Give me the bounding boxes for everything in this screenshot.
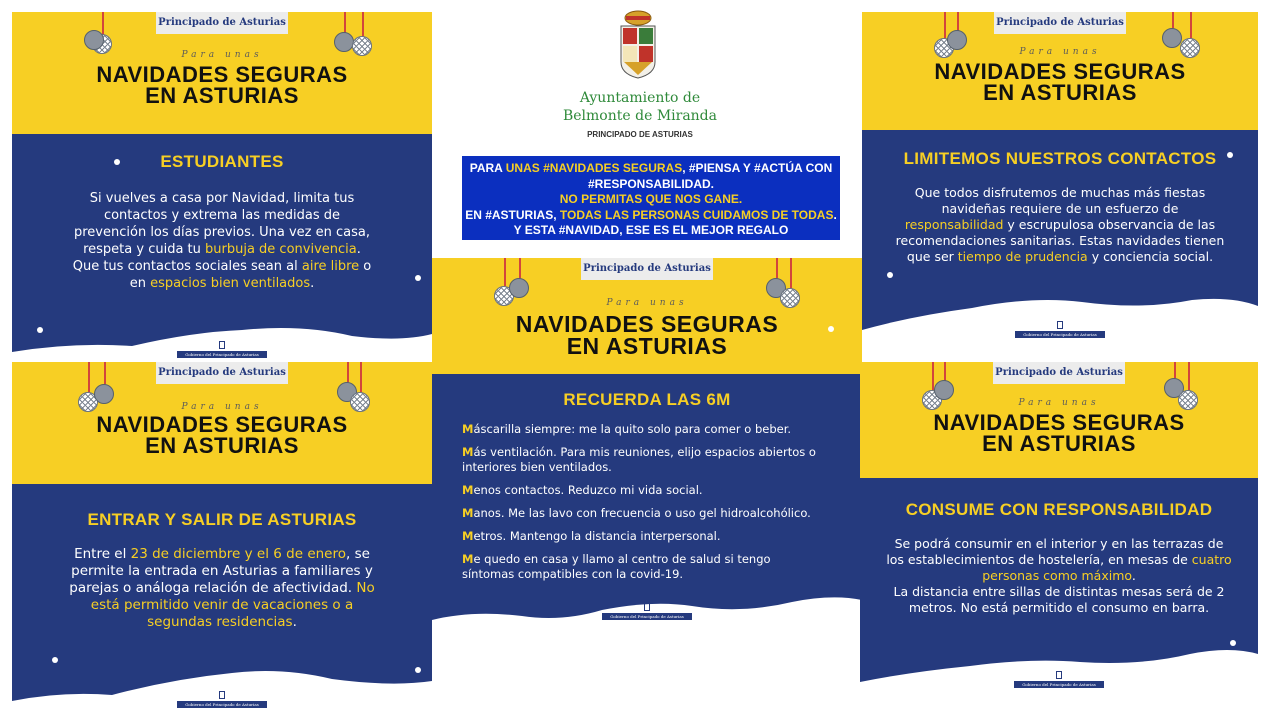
municipality-name-line-2: Belmonte de Miranda [562, 108, 717, 124]
subheading: Para unas [606, 298, 688, 308]
section-body [884, 536, 1234, 616]
highlight-text: tiempo de prudencia [957, 249, 1088, 264]
heading-line-2: EN ASTURIAS [566, 333, 728, 359]
section-title: ESTUDIANTES [160, 152, 284, 171]
region-tag: Principado de Asturias [581, 258, 713, 280]
subheading: Para unas [181, 402, 263, 412]
region-tag: Principado de Asturias [993, 362, 1125, 384]
list-item: Máscarilla siempre: me la quito solo para comer o beber. [462, 422, 792, 436]
campaign-heading [432, 313, 862, 357]
body-text-segment: Se podrá consumir en el interior y en las terrazas de los establecimientos de hostelería, en mesas de [886, 536, 1224, 567]
body-text-segment: y conciencia social. [1087, 249, 1214, 264]
crest-icon [219, 691, 225, 699]
government-logo: Gobierno del Principado de Asturias [177, 341, 267, 358]
poster-6m [432, 258, 862, 720]
region-tag: Principado de Asturias [156, 12, 288, 34]
heading-line-1: NAVIDADES SEGURAS [933, 410, 1185, 435]
poster-consume [860, 362, 1258, 692]
crest-icon [1057, 321, 1063, 329]
crest-icon [1056, 671, 1062, 679]
body-text-segment: y escrupulosa observancia de las recomendaciones sanitarias. Estas navidades tienen que ser [895, 217, 1225, 264]
poster-contactos [862, 12, 1258, 342]
list-item: Me quedo en casa y llamo al centro de salud si tengo síntomas compatibles con la covid-19. [462, 552, 771, 581]
crest-icon [219, 341, 225, 349]
snow-dot [1227, 152, 1233, 158]
body-text-segment: . Y ESTA #NAVIDAD, ESE ES EL MEJOR REGALO [513, 207, 837, 237]
government-logo: Gobierno del Principado de Asturias [177, 691, 267, 708]
poster-entrar-salir [12, 362, 432, 712]
highlight-text: UNAS #NAVIDADES SEGURAS [505, 161, 683, 175]
body-text-segment: Si vuelves a casa por Navidad, limita tus contactos y extrema las medidas de prevención los días previos. Una vez en casa, respeta y cuida tu [74, 191, 370, 257]
snow-dot [114, 159, 120, 165]
highlight-text: responsabilidad [904, 217, 1004, 232]
subheading: Para unas [181, 50, 263, 60]
heading-line-2: EN ASTURIAS [983, 80, 1137, 105]
region-tag: Principado de Asturias [156, 362, 288, 384]
list-item: Manos. Me las lavo con frecuencia o uso gel hidroalcohólico. [462, 506, 811, 520]
section-title: CONSUME CON RESPONSABILIDAD [905, 500, 1213, 519]
heading-line-2: EN ASTURIAS [982, 431, 1136, 456]
campaign-heading [12, 414, 432, 456]
highlight-text: NO PERMITAS QUE NOS GANE. [559, 192, 743, 206]
heading-line-2: EN ASTURIAS [145, 433, 299, 458]
highlight-text: aire libre [301, 259, 360, 274]
body-text-segment: . [310, 276, 315, 291]
highlight-text: cuatro personas como máximo [982, 552, 1232, 583]
municipality-name [540, 89, 740, 125]
list-item: Más ventilación. Para mis reuniones, elijo espacios abiertos o interiores bien ventilados. [462, 445, 816, 474]
campaign-banner [462, 156, 840, 240]
highlight-text: burbuja de convivencia [205, 242, 357, 257]
municipality-name-line-1: Ayuntamiento de [579, 90, 701, 106]
body-text-segment: Que todos disfrutemos de muchas más fiestas navideñas requiere de un esfuerzo de [914, 185, 1206, 216]
snow-dot [828, 326, 834, 332]
heading-line-1: NAVIDADES SEGURAS [96, 412, 348, 437]
coat-of-arms-icon [618, 10, 658, 80]
body-text-segment: EN #ASTURIAS, [465, 207, 557, 222]
highlight-text: espacios bien ventilados [150, 276, 311, 291]
body-text-segment: . Que tus contactos sociales sean al [72, 242, 361, 274]
list-item: Metros. Mantengo la distancia interpersonal. [462, 529, 721, 543]
heading-line-2: EN ASTURIAS [145, 83, 299, 108]
list-item: Menos contactos. Reduzco mi vida social. [462, 483, 703, 497]
section-body [892, 185, 1228, 265]
campaign-heading [862, 61, 1258, 103]
government-logo: Gobierno del Principado de Asturias [1015, 321, 1105, 338]
section-body [62, 546, 382, 631]
body-text-segment: Entre el [74, 546, 131, 562]
six-m-list [462, 422, 822, 590]
section-title: ENTRAR Y SALIR DE ASTURIAS [87, 510, 357, 529]
snow-hills [432, 580, 862, 720]
section-title: RECUERDA LAS 6M [563, 390, 731, 409]
body-text-segment: PARA [469, 161, 506, 175]
section-body [72, 190, 372, 292]
highlight-text: No está permitido venir de vacaciones o a segundas residencias [90, 580, 375, 630]
poster-estudiantes [12, 12, 432, 362]
body-text-segment: o en [129, 259, 372, 291]
body-text-segment: . [292, 614, 297, 630]
government-logo: Gobierno del Principado de Asturias [602, 603, 692, 620]
snow-dot [415, 275, 421, 281]
subheading: Para unas [1018, 398, 1100, 408]
section-title: LIMITEMOS NUESTROS CONTACTOS [903, 149, 1217, 168]
snow-dot [887, 272, 893, 278]
government-logo: Gobierno del Principado de Asturias [1014, 671, 1104, 688]
body-text-segment: , se permite la entrada en Asturias a familiares y parejas o análoga relación de afectividad. [69, 546, 373, 596]
region-label: PRINCIPADO DE ASTURIAS [587, 130, 693, 139]
highlight-text: TODAS LAS PERSONAS CUIDAMOS DE TODAS [559, 207, 834, 222]
heading-line-1: NAVIDADES SEGURAS [934, 59, 1186, 84]
region-tag: Principado de Asturias [994, 12, 1126, 34]
campaign-heading [860, 412, 1258, 454]
crest-icon [644, 603, 650, 611]
campaign-heading [12, 64, 432, 106]
subheading: Para unas [1019, 47, 1101, 57]
body-text-segment: . La distancia entre sillas de distintas mesas será de 2 metros. No está permitido el consumo en barra. [893, 568, 1225, 615]
heading-line-1: NAVIDADES SEGURAS [515, 311, 779, 337]
highlight-text: 23 de diciembre y el 6 de enero [130, 546, 347, 562]
body-text-segment: , #PIENSA Y #ACTÚA CON #RESPONSABILIDAD. [587, 161, 833, 191]
heading-line-1: NAVIDADES SEGURAS [96, 62, 348, 87]
